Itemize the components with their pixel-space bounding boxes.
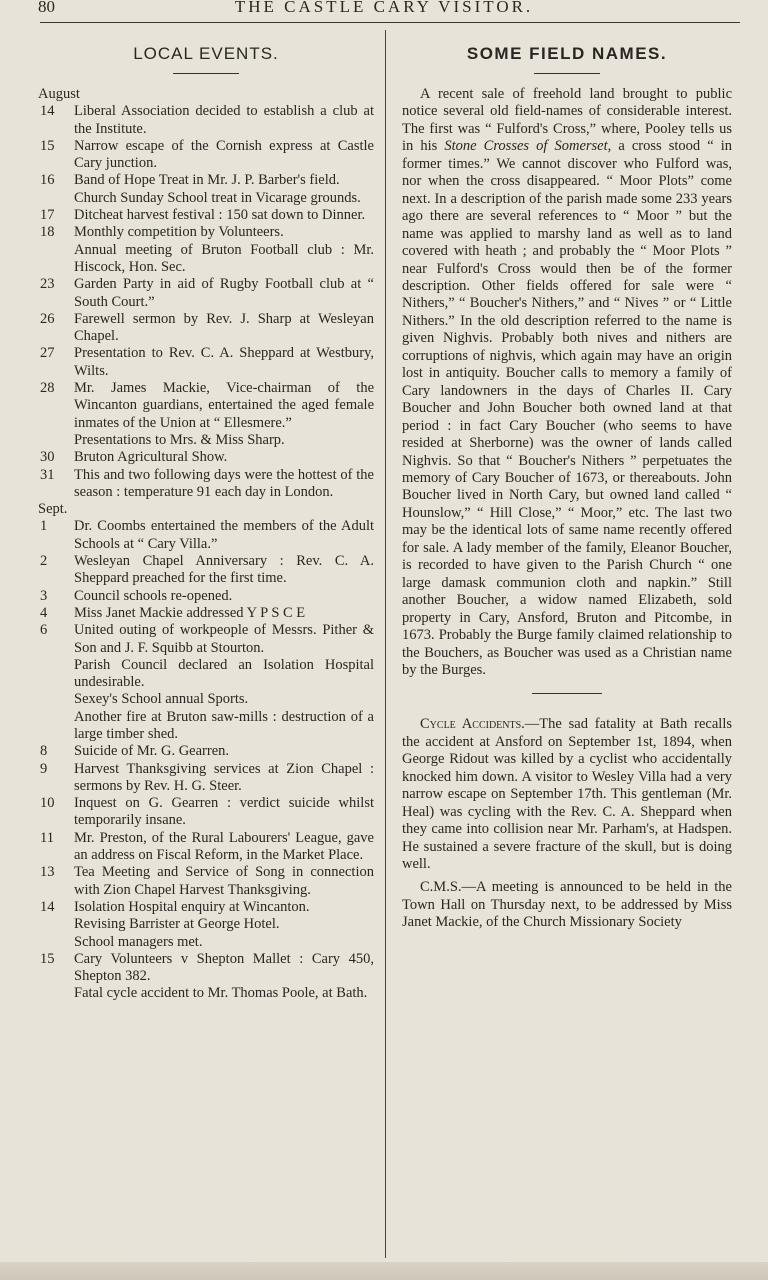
local-events-column [38,44,374,1003]
article-text: A recent sale of freehold land brought to public notice several old field-names of considerable interest. The first was “ Fulford's Cross,” where, Pooley tells us in his [402,86,732,155]
event-text: Mr. James Mackie, Vice-chairman of the Wincanton guardians, entertained the aged female inmates of the Union at “ Ellesmere.” [74,380,374,431]
event-entry [38,761,374,796]
event-text: Another fire at Bruton saw-mills : destruction of a large timber shed. [74,708,374,742]
event-day: 31 [40,466,55,483]
field-names-heading: SOME FIELD NAMES. [466,44,668,63]
event-entry [38,795,374,830]
event-text: Fatal cycle accident to Mr. Thomas Poole, at Bath. [74,985,368,1002]
event-entry [38,311,374,346]
event-text: Presentations to Mrs. & Miss Sharp. [74,431,285,448]
event-day: 18 [40,224,55,241]
event-text: Sexey's School annual Sports. [74,691,249,708]
event-entry [38,224,374,276]
event-entry [38,553,374,588]
event-text: Farewell sermon by Rev. J. Sharp at Wesleyan Chapel. [74,310,374,345]
event-text: Revising Barrister at George Hotel. [74,916,280,933]
event-day: 15 [40,950,55,967]
event-entry [38,864,374,899]
event-day: 27 [40,345,55,362]
event-entry [38,276,374,311]
event-text: Isolation Hospital enquiry at Wincanton. [74,898,310,915]
event-entry [38,605,374,622]
event-entry [38,899,374,951]
event-entry [38,138,374,173]
page-header [0,0,768,22]
event-entry [38,588,374,605]
event-entry [38,743,374,760]
event-day: 17 [40,207,55,224]
field-names-article [402,86,732,679]
event-text: Dr. Coombs entertained the members of the Adult Schools at “ Cary Villa.” [74,518,374,552]
event-entry [38,830,374,865]
event-text: United outing of workpeople of Messrs. Pither & Son and J. F. Squibb at Stourton. [74,622,374,656]
event-text: Church Sunday School treat in Vicarage grounds. [74,189,361,206]
event-day: 1 [40,518,48,535]
event-text: Inquest on G. Gearren : verdict suicide whilst temporarily insane. [74,795,374,829]
event-day: 13 [40,864,55,881]
event-entry [38,449,374,466]
cms-article [402,879,732,931]
cycle-accidents-title: Cycle Accidents. [420,716,525,733]
header-rule [40,22,740,23]
event-text: Ditcheat harvest festival : 150 sat down to Dinner. [74,207,366,224]
event-entry [38,345,374,380]
event-day: 4 [40,604,48,621]
event-text: Tea Meeting and Service of Song in connection with Zion Chapel Harvest Thanksgiving. [74,864,374,898]
event-day: 14 [40,103,55,120]
heading-rule [173,73,239,74]
event-day: 26 [40,310,55,327]
event-day: 10 [40,795,55,812]
event-text: Council schools re-opened. [74,587,233,604]
event-day: 3 [40,587,48,604]
event-entry [38,103,374,138]
event-text: Bruton Agricultural Show. [74,449,228,466]
running-title: THE CASTLE CARY VISITOR. [234,0,534,16]
event-day: 2 [40,553,48,570]
month-label: August [38,86,80,102]
field-names-column [402,44,732,932]
event-text: Garden Party in aid of Rugby Football club at “ South Court.” [74,276,374,310]
event-day: 14 [40,898,55,915]
event-text: Presentation to Rev. C. A. Sheppard at Westbury, Wilts. [74,345,374,379]
event-day: 9 [40,760,48,777]
article-text: —A meeting is announced to be held in the Town Hall on Thursday next, to be addressed by Miss Janet Mackie, of the Church Missionary Society [402,879,732,931]
heading-rule [534,73,600,74]
event-text: Miss Janet Mackie addressed Y P S C E [74,604,306,621]
book-title: Stone Crosses of Somerset, [444,138,612,155]
event-day: 16 [40,172,55,189]
cms-title: C.M.S. [420,879,462,896]
event-text: Mr. Preston, of the Rural Labourers' League, gave an address on Fiscal Reform, in the Market Place. [74,829,374,864]
month-label: Sept. [38,501,68,518]
article-text: —The sad fatality at Bath recalls the accident at Ansford on September 1st, 1894, when George Ridout was killed by a cyclist who accidentally knocked him down. A visitor to Wesley Villa had a very narrow escape on September 17th. This gentleman (Mr. Heal) was cycling with the Rev. C. A. Sheppard when they came into collision near Mr. Parham's, at Hadspen. He sustained a severe fracture of the skull, but is doing well. [402,716,733,873]
event-text: Cary Volunteers v Shepton Mallet : Cary 450, Shepton 382. [74,950,374,985]
event-day: 6 [40,622,48,639]
event-text: Harvest Thanksgiving services at Zion Chapel : sermons by Rev. H. G. Steer. [74,760,374,794]
event-day: 28 [40,380,55,397]
event-text: Narrow escape of the Cornish express at Castle Cary junction. [74,137,374,172]
event-text: Monthly competition by Volunteers. [74,224,284,241]
local-events-heading: LOCAL EVENTS. [133,44,279,63]
event-entry [38,207,374,224]
event-day: 11 [40,829,54,846]
event-text: Suicide of Mr. G. Gearren. [74,743,230,760]
event-text: Band of Hope Treat in Mr. J. P. Barber's field. [74,172,340,189]
event-text: Liberal Association decided to establish a club at the Institute. [74,103,374,137]
page-number: 80 [38,0,55,16]
event-day: 15 [40,137,55,154]
event-text: School managers met. [74,933,203,950]
page-bottom-edge [0,1262,768,1280]
events-list [38,86,374,1003]
event-text: Wesleyan Chapel Anniversary : Rev. C. A. Sheppard preached for the first time. [74,553,374,587]
event-entry [38,380,374,449]
column-divider [385,30,386,1258]
event-entry [38,172,374,207]
event-entry [38,951,374,1003]
event-text: This and two following days were the hottest of the season : temperature 91 each day in London. [74,466,374,500]
article-text: a cross stood “ in former times.” We cannot discover who Fulford was, nor when the cross disappeared. “ Moor Plots” come next. In a description of the parish made some 233 years ago there are several references to “ Moor ” but the name was applied to marshy land as well as to land covered with heath ; and probably the “ Moor Plots ” near Fulford's Cross would then be of the former description. Other fields offered for sale were “ Nithers,” “ Boucher's Nithers,” and “ Nives ” or “ Little Nithers.” In the old description referred to the name is given Nighvis. Probably both nives and nithers are corruptions of nighvis, which again may have an origin lost in antiquity. Boucher calls to memory a family of Cary landowners in the days of Charles II. Cary Boucher and John Boucher both owned land at that period : in fact Cary Boucher (who seems to have resided at Sherborne) was the owner of lands called Nighvis. So that “ Boucher's Nithers ” perpetuates the memory of Cary Boucher of 1673, or thereabouts. John Boucher lived in North Cary, but owned land called “ Hounslow,” “ Hill Close,” “ Moor,” etc. The last two may be the identical lots of same name recently offered for sale. A lady member of the family, Eleanor Boucher, is recorded to have given to the Parish Church “ one large damask communion cloth and napkin.” Still another Boucher, a widow named Elizabeth, sold property in Cary, Ansford, Bruton and Pitcombe, in 1673. Probably the Burge family claimed relationship to the Bouchers, as Boucher was used as a Christian name by the Burges. [402,138,732,678]
event-text: Annual meeting of Bruton Football club : Mr. Hiscock, Hon. Sec. [74,241,374,275]
event-day: 30 [40,449,55,466]
event-entry [38,518,374,553]
section-rule [532,693,602,694]
event-text: Parish Council declared an Isolation Hospital undesirable. [74,656,374,691]
cycle-accidents-article [402,716,732,873]
event-entry [38,622,374,743]
event-entry [38,467,374,502]
event-day: 23 [40,276,55,293]
event-day: 8 [40,743,48,760]
